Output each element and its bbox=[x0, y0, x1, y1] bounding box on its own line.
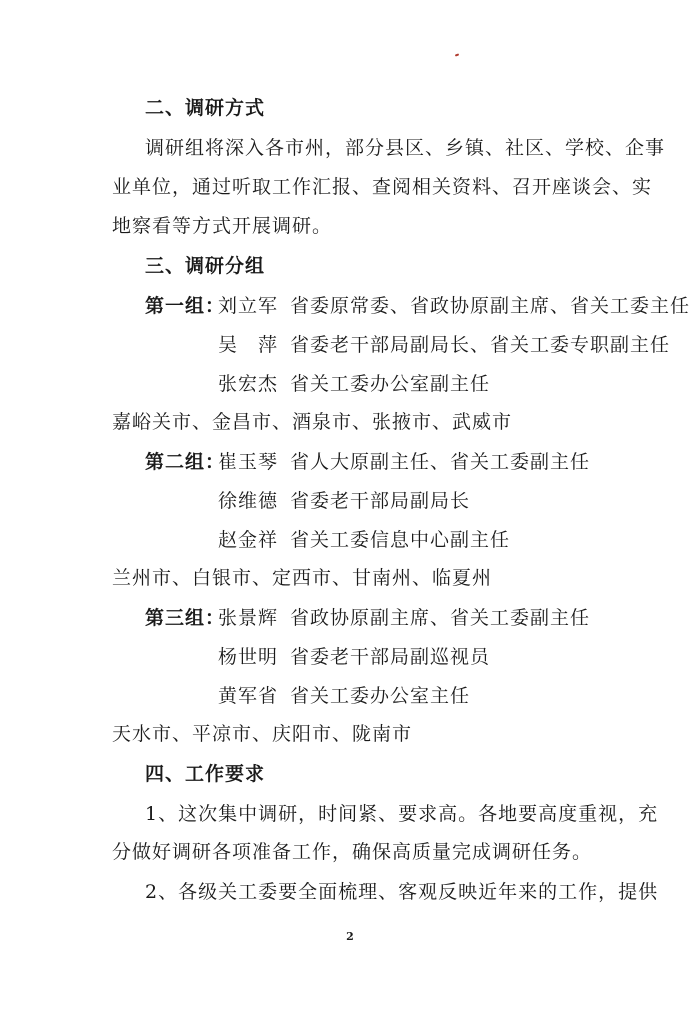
group-3-label: 第三组： bbox=[145, 607, 226, 629]
member-title: 省关工委信息中心副主任 bbox=[290, 529, 511, 551]
member-name: 吴 萍 bbox=[218, 334, 279, 356]
member-title: 省政协原副主席、省关工委副主任 bbox=[290, 607, 591, 629]
member-title: 省委老干部局副局长、省关工委专职副主任 bbox=[290, 334, 671, 356]
section-heading-requirements: 四、工作要求 bbox=[145, 763, 266, 785]
method-paragraph-line-2: 业单位，通过听取工作汇报、查阅相关资料、召开座谈会、实 bbox=[112, 176, 653, 198]
group-1-member-3 bbox=[145, 372, 490, 396]
group-3-member-3 bbox=[145, 684, 470, 708]
method-paragraph-line-3: 地察看等方式开展调研。 bbox=[112, 215, 333, 237]
requirement-1-line-2: 分做好调研各项准备工作，确保高质量完成调研任务。 bbox=[112, 841, 593, 863]
member-title: 省委原常委、省政协原副主席、省关工委主任 bbox=[290, 295, 691, 317]
member-name: 徐维德 bbox=[218, 490, 279, 512]
group-2-member-3 bbox=[145, 528, 510, 552]
group-2-regions: 兰州市、白银市、定西市、甘南州、临夏州 bbox=[112, 567, 493, 589]
group-3-member-2 bbox=[145, 645, 490, 669]
section-heading-groups: 三、调研分组 bbox=[145, 255, 266, 277]
member-title: 省委老干部局副局长 bbox=[290, 490, 471, 512]
member-title: 省委老干部局副巡视员 bbox=[290, 646, 491, 668]
group-2-member-1 bbox=[145, 450, 590, 474]
group-3-regions: 天水市、平凉市、庆阳市、陇南市 bbox=[112, 723, 413, 745]
group-1-member-1 bbox=[145, 294, 690, 318]
member-name: 崔玉琴 bbox=[218, 451, 279, 473]
member-name: 张宏杰 bbox=[218, 373, 279, 395]
member-name: 刘立军 bbox=[218, 295, 279, 317]
page-number: 2 bbox=[346, 930, 354, 943]
method-paragraph-line-1: 调研组将深入各市州，部分县区、乡镇、社区、学校、企事 bbox=[145, 137, 666, 159]
requirement-1-line-1: 1、这次集中调研，时间紧、要求高。各地要高度重视，充 bbox=[145, 803, 659, 825]
member-title: 省人大原副主任、省关工委副主任 bbox=[290, 451, 591, 473]
group-2-label: 第二组： bbox=[145, 451, 226, 473]
member-name: 杨世明 bbox=[218, 646, 279, 668]
group-3-member-1 bbox=[145, 606, 590, 630]
member-name: 赵金祥 bbox=[218, 529, 279, 551]
section-heading-method: 二、调研方式 bbox=[145, 97, 266, 119]
member-title: 省关工委办公室副主任 bbox=[290, 373, 491, 395]
group-1-label: 第一组： bbox=[145, 295, 226, 317]
member-name: 黄军省 bbox=[218, 685, 279, 707]
ink-speck bbox=[455, 53, 459, 56]
group-1-member-2 bbox=[145, 333, 670, 357]
member-name: 张景辉 bbox=[218, 607, 279, 629]
member-title: 省关工委办公室主任 bbox=[290, 685, 471, 707]
group-2-member-2 bbox=[145, 489, 470, 513]
requirement-2-line-1: 2、各级关工委要全面梳理、客观反映近年来的工作，提供 bbox=[145, 881, 659, 903]
group-1-regions: 嘉峪关市、金昌市、酒泉市、张掖市、武威市 bbox=[112, 411, 513, 433]
